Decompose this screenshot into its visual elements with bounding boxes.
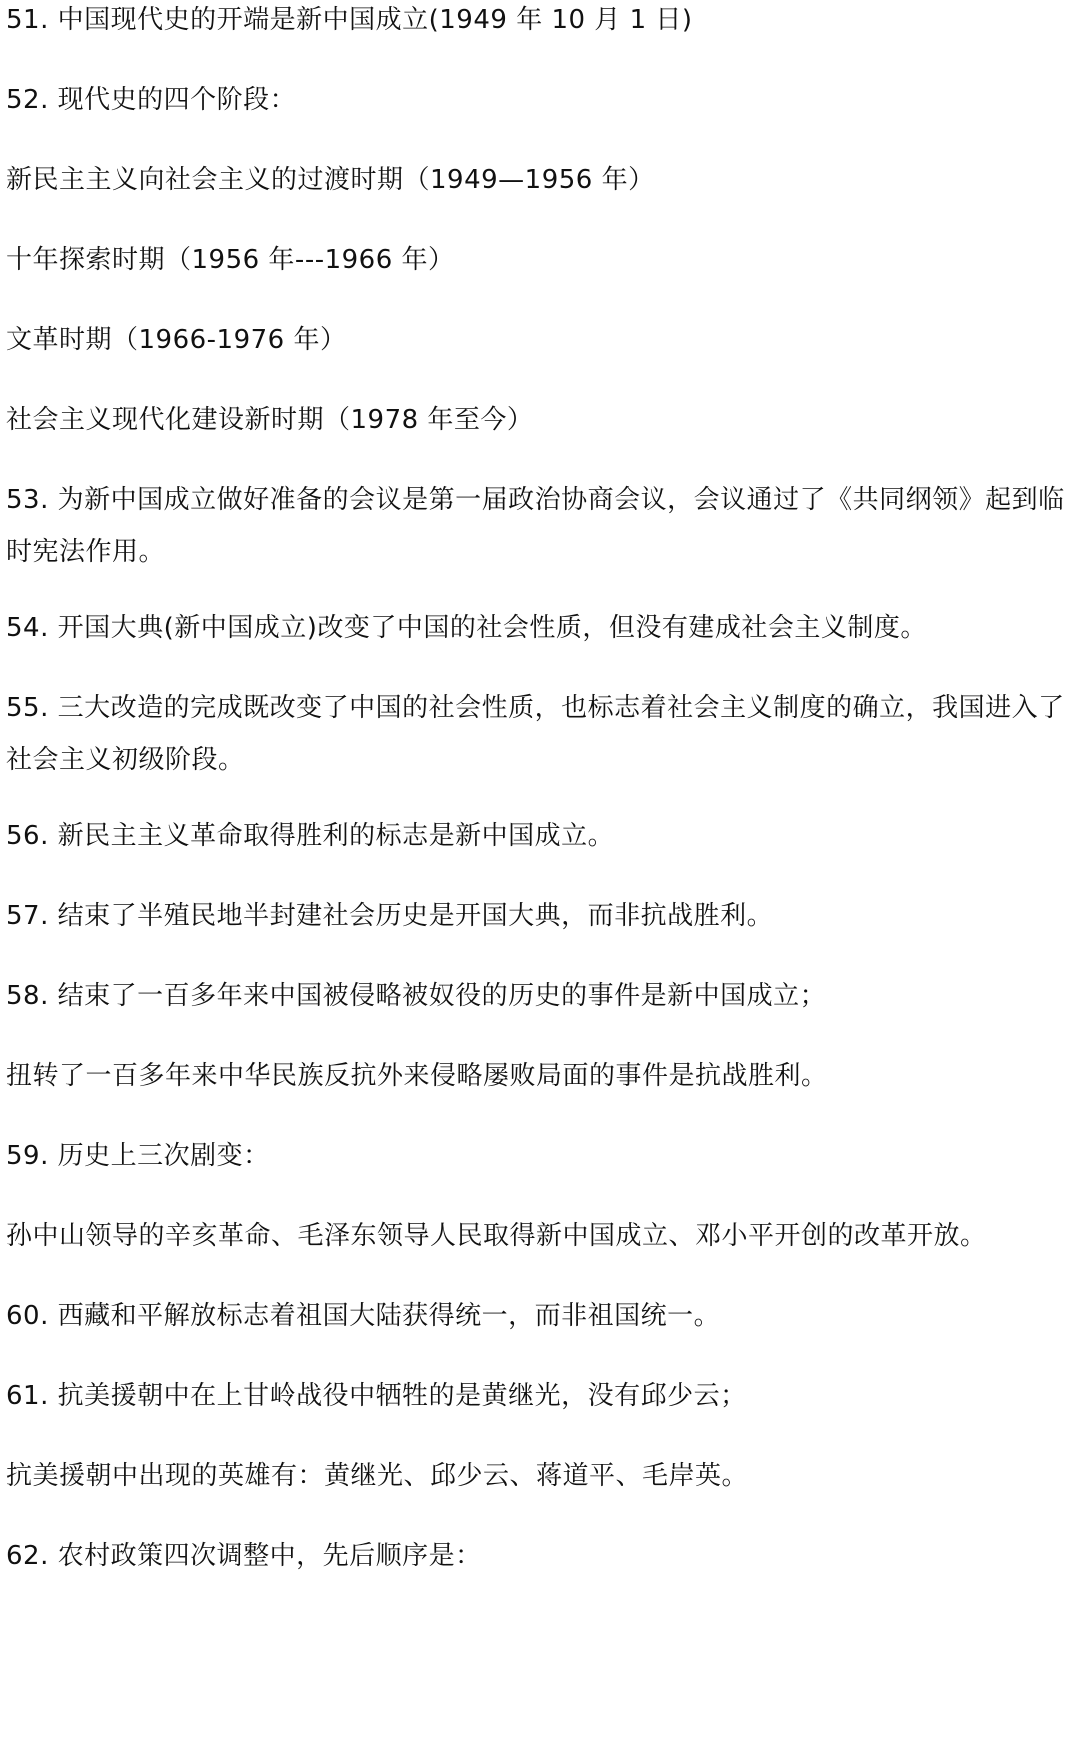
item-52-heading: 52. 现代史的四个阶段： xyxy=(6,85,297,115)
item-54: 54. 开国大典(新中国成立)改变了中国的社会性质，但没有建成社会主义制度。 xyxy=(6,613,927,643)
item-52-stage-2: 十年探索时期（1956 年---1966 年） xyxy=(6,245,455,275)
item-58-continued: 扭转了一百多年来中华民族反抗外来侵略屡败局面的事件是抗战胜利。 xyxy=(6,1061,828,1091)
item-51: 51. 中国现代史的开端是新中国成立(1949 年 10 月 1 日) xyxy=(6,5,693,35)
item-60: 60. 西藏和平解放标志着祖国大陆获得统一，而非祖国统一。 xyxy=(6,1301,721,1331)
item-58: 58. 结束了一百多年来中国被侵略被奴役的历史的事件是新中国成立； xyxy=(6,981,827,1011)
item-57: 57. 结束了半殖民地半封建社会历史是开国大典，而非抗战胜利。 xyxy=(6,901,774,931)
item-61-continued: 抗美援朝中出现的英雄有：黄继光、邱少云、蒋道平、毛岸英。 xyxy=(6,1461,749,1491)
item-56: 56. 新民主主义革命取得胜利的标志是新中国成立。 xyxy=(6,821,615,851)
item-52-stage-1: 新民主主义向社会主义的过渡时期（1949—1956 年） xyxy=(6,165,655,195)
item-53: 53. 为新中国成立做好准备的会议是第一届政治协商会议，会议通过了《共同纲领》起到临时宪法作用。 xyxy=(6,485,1065,567)
item-61: 61. 抗美援朝中在上甘岭战役中牺牲的是黄继光，没有邱少云； xyxy=(6,1381,747,1411)
item-52-stage-4: 社会主义现代化建设新时期（1978 年至今） xyxy=(6,405,534,435)
item-62: 62. 农村政策四次调整中，先后顺序是： xyxy=(6,1541,482,1571)
item-55: 55. 三大改造的完成既改变了中国的社会性质，也标志着社会主义制度的确立，我国进入了社会主义初级阶段。 xyxy=(6,693,1065,775)
item-59-heading: 59. 历史上三次剧变： xyxy=(6,1141,270,1171)
item-59-detail: 孙中山领导的辛亥革命、毛泽东领导人民取得新中国成立、邓小平开创的改革开放。 xyxy=(6,1221,987,1251)
item-52-stage-3: 文革时期（1966-1976 年） xyxy=(6,325,347,355)
